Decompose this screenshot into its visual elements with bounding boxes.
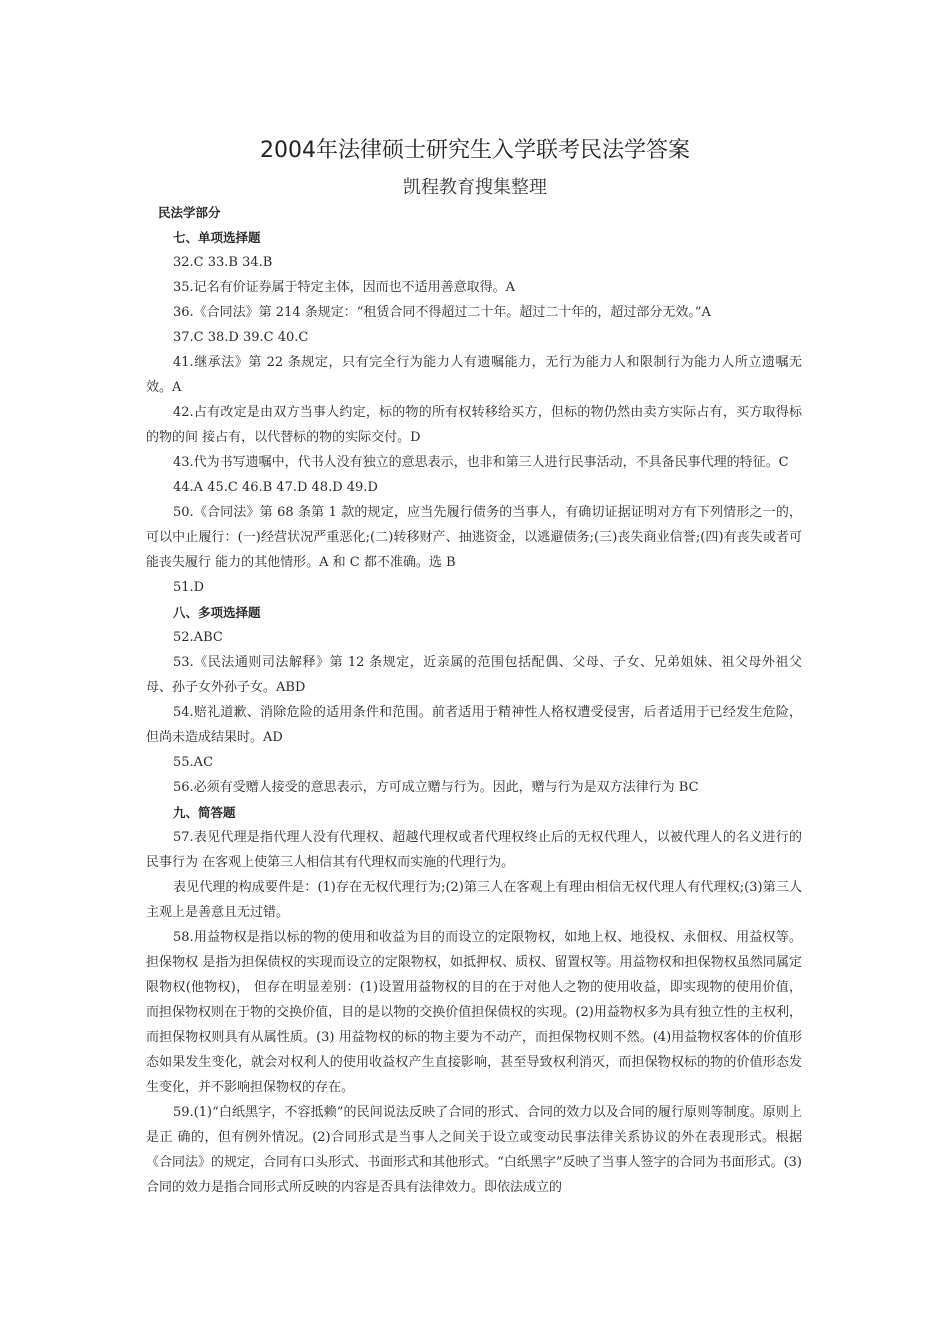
- answer-53: 53.《民法通则司法解释》第 12 条规定，近亲属的范围包括配偶、父母、子女、兄弟姐妹、祖父母外祖父母、孙子女外孙子女。ABD: [146, 655, 802, 695]
- answer-36: 36.《合同法》第 214 条规定：“租赁合同不得超过二十年。超过二十年的，超过部分无效。”A: [173, 305, 711, 320]
- heading-single-choice: 七、单项选择题: [173, 230, 261, 245]
- answer-57-elements: 表见代理的构成要件是：(1)存在无权代理行为;(2)第三人在客观上有理由相信无权代理人有代理权;(3)第三人主观上是善意且无过错。: [146, 880, 802, 920]
- answer-56: 56.必须有受赠人接受的意思表示，方可成立赠与行为。因此，赠与行为是双方法律行为 BC: [173, 780, 699, 795]
- answer-55: 55.AC: [173, 755, 214, 770]
- answer-59: 59.(1)“白纸黑字，不容抵赖”的民间说法反映了合同的形式、合同的效力以及合同的履行原则等制度。原则上是正 确的，但有例外情况。(2)合同形式是当事人之间关于设立或变动民事法律关系协议的外在表现形式。根据《合同法》的规定，合同有口头形式、书面形式和其他形式。“白纸黑字”反映了当事人签字的合同为书面形式。(3)合同的效力是指合同形式所反映的内容是否具有法律效力。即依法成立的: [146, 1105, 802, 1195]
- answer-52: 52.ABC: [173, 630, 223, 645]
- answer-51: 51.D: [173, 580, 205, 595]
- answer-41: 41.继承法》第 22 条规定，只有完全行为能力人有遗嘱能力，无行为能力人和限制行为能力人所立遗嘱无效。A: [146, 355, 802, 395]
- answer-50: 50.《合同法》第 68 条第 1 款的规定，应当先履行债务的当事人，有确切证据证明对方有下列情形之一的，可以中止履行：(一)经营状况严重恶化;(二)转移财产、抽逃资金，以逃避债务;(三)丧失商业信誉;(四)有丧失或者可能丧失履行 能力的其他情形。A 和 C 都不准确。选 B: [146, 505, 802, 570]
- heading-short-answer: 九、简答题: [173, 805, 236, 820]
- section-title: 民法学部分: [158, 205, 221, 220]
- heading-multiple-choice: 八、多项选择题: [173, 605, 261, 620]
- answer-32-34: 32.C 33.B 34.B: [173, 255, 273, 270]
- answer-43: 43.代为书写遗嘱中，代书人没有独立的意思表示，也非和第三人进行民事活动，不具备民事代理的特征。C: [173, 455, 789, 470]
- page-title: 2004年法律硕士研究生入学联考民法学答案: [260, 138, 690, 163]
- answer-58: 58.用益物权是指以标的物的使用和收益为目的而设立的定限物权，如地上权、地役权、永佃权、用益权等。担保物权 是指为担保债权的实现而设立的定限物权，如抵押权、质权、留置权等。用益物权和担保物权虽然同属定限物权(他物权)， 但存在明显差别：(1)设置用益物权的目的在于对他人之物的使用收益，即实现物的使用价值，而担保物权则在于物的交换价值，目的是以物的交换价值担保债权的实现。(2)用益物权多为具有独立性的主权利，而担保物权则具有从属性质。(3) 用益物权的标的物主要为不动产，而担保物权则不然。(4)用益物权客体的价值形态如果发生变化，就会对权利人的使用收益权产生直接影响，甚至导致权利消灭，而担保物权标的物的价值形态发生变化，并不影响担保物权的存在。: [146, 930, 802, 1095]
- page-subtitle: 凯程教育搜集整理: [403, 177, 547, 198]
- answer-35: 35.记名有价证券属于特定主体，因而也不适用善意取得。A: [173, 280, 516, 295]
- answer-44-49: 44.A 45.C 46.B 47.D 48.D 49.D: [173, 480, 378, 495]
- answer-57: 57.表见代理是指代理人没有代理权、超越代理权或者代理权终止后的无权代理人，以被代理人的名义进行的民事行为 在客观上使第三人相信其有代理权而实施的代理行为。: [146, 830, 802, 870]
- answer-body: [146, 200, 802, 1200]
- answer-54: 54.赔礼道歉、消除危险的适用条件和范围。前者适用于精神性人格权遭受侵害，后者适用于已经发生危险，但尚未造成结果时。AD: [146, 705, 802, 745]
- answer-42: 42.占有改定是由双方当事人约定，标的物的所有权转移给买方，但标的物仍然由卖方实际占有，买方取得标的物的间 接占有，以代替标的物的实际交付。D: [146, 405, 802, 445]
- answer-37-40: 37.C 38.D 39.C 40.C: [173, 330, 309, 345]
